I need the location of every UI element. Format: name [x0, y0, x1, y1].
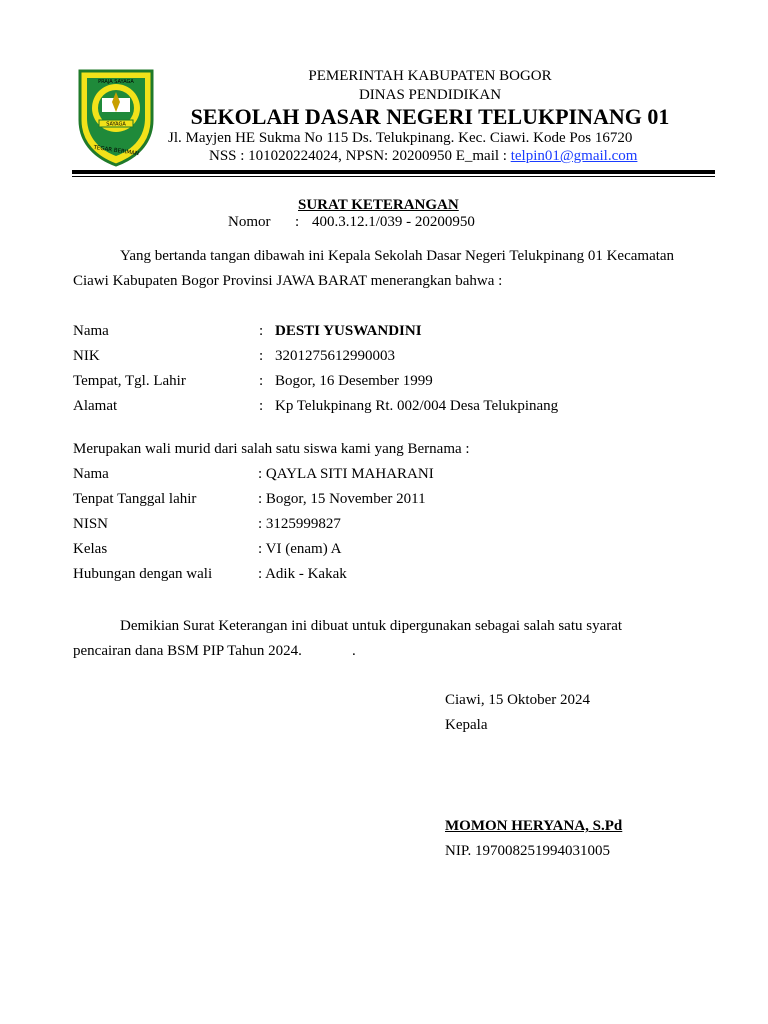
letter-number-value: 400.3.12.1/039 - 20200950 [312, 214, 475, 230]
header-divider [72, 170, 715, 174]
person-label: NIK [73, 348, 100, 364]
student-value: : VI (enam) A [258, 541, 342, 557]
person-separator: : [259, 348, 264, 364]
svg-text:PRAJA SAYAGA: PRAJA SAYAGA [98, 79, 134, 85]
intro-line-2: Ciawi Kabupaten Bogor Provinsi JAWA BARAT menerangkan bahwa : [73, 273, 503, 289]
person-separator: : [259, 398, 264, 414]
letter-title: SURAT KETERANGAN [298, 197, 459, 213]
student-label: NISN [73, 516, 109, 532]
student-intro: Merupakan wali murid dari salah satu siswa kami yang Bernama : [73, 441, 470, 457]
student-value: : 3125999827 [258, 516, 341, 532]
signature-place-date: Ciawi, 15 Oktober 2024 [445, 692, 590, 708]
header-school-name: SEKOLAH DASAR NEGERI TELUKPINANG 01 [190, 104, 670, 129]
svg-text:SAYAGA: SAYAGA [106, 121, 126, 128]
closing-dot: . [352, 643, 356, 659]
letter-number-label: Nomor [228, 214, 271, 230]
person-value: Bogor, 16 Desember 1999 [275, 373, 433, 389]
student-label: Kelas [73, 541, 108, 557]
closing-line-1: Demikian Surat Keterangan ini dibuat untuk dipergunakan sebagai salah satu syarat [120, 618, 623, 634]
intro-line-1: Yang bertanda tangan dibawah ini Kepala Sekolah Dasar Negeri Telukpinang 01 Kecamatan [120, 248, 675, 264]
student-label: Hubungan dengan wali [73, 566, 213, 582]
student-value: : Adik - Kakak [258, 566, 347, 582]
person-separator: : [259, 323, 264, 339]
header-divider-thin [72, 176, 715, 177]
person-label: Nama [73, 323, 109, 339]
header-agency: DINAS PENDIDIKAN [358, 87, 502, 103]
student-label: Tenpat Tanggal lahir [73, 491, 197, 507]
person-label: Alamat [73, 398, 118, 414]
signature-nip: NIP. 197008251994031005 [445, 843, 611, 859]
student-value: : QAYLA SITI MAHARANI [258, 466, 434, 482]
closing-paragraph [73, 613, 694, 639]
closing-line-2: pencairan dana BSM PIP Tahun 2024. [73, 643, 302, 659]
email-link[interactable]: telpin01@gmail.com [510, 148, 638, 164]
person-value: 3201275612990003 [275, 348, 395, 364]
person-value: DESTI YUSWANDINI [275, 323, 422, 339]
person-value: Kp Telukpinang Rt. 002/004 Desa Telukpinang [275, 398, 559, 414]
signature-name: MOMON HERYANA, S.Pd [445, 818, 623, 834]
svg-text:TEGAR BERIMAN: TEGAR BERIMAN [93, 144, 140, 158]
header-government: PEMERINTAH KABUPATEN BOGOR [308, 68, 552, 84]
header-ids [209, 148, 637, 165]
header-ids-text: NSS : 101020224024, NPSN: 20200950 E_mail : [209, 148, 511, 164]
signature-position: Kepala [445, 717, 488, 733]
student-label: Nama [73, 466, 109, 482]
person-label: Tempat, Tgl. Lahir [73, 373, 186, 389]
letter-number-sep: : [295, 214, 300, 230]
person-separator: : [259, 373, 264, 389]
student-value: : Bogor, 15 November 2011 [258, 491, 426, 507]
header-address: Jl. Mayjen HE Sukma No 115 Ds. Telukpinang. Kec. Ciawi. Kode Pos 16720 [168, 130, 633, 146]
